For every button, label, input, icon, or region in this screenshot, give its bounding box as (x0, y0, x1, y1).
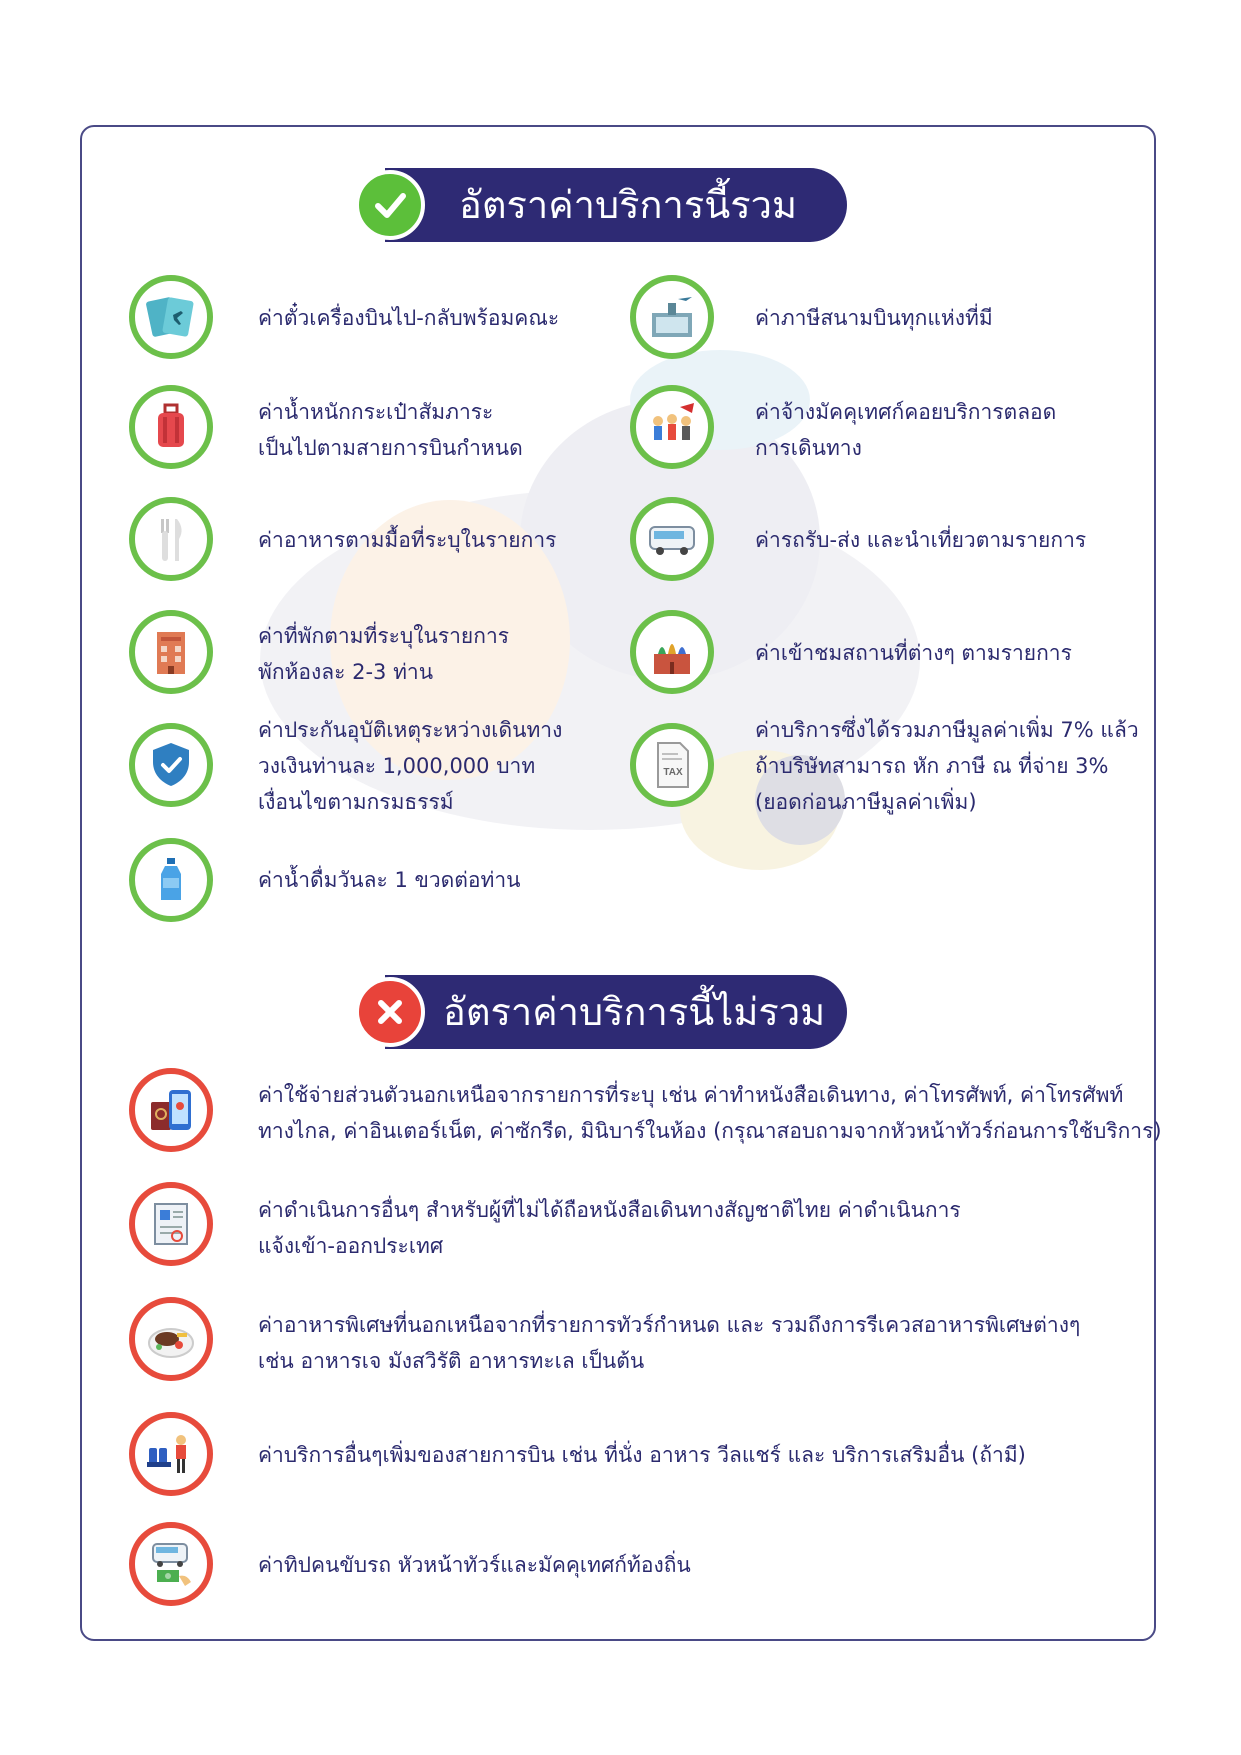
included-item-label: ค่าประกันอุบัติเหตุระหว่างเดินทาง วงเงินท่านละ 1,000,000 บาท เงื่อนไขตามกรมธรรม์ (258, 718, 563, 814)
landmark-icon (630, 610, 714, 694)
excluded-item-label: ค่าใช้จ่ายส่วนตัวนอกเหนือจากรายการที่ระบุ เช่น ค่าทำหนังสือเดินทาง, ค่าโทรศัพท์, ค่าโทรศัพท์ ทางไกล, ค่าอินเตอร์เน็ต, ค่าซักรีด, มินิบาร์ในห้อง (กรุณาสอบถามจากหัวหน้าทัวร์ก่อนการใช้บริการ) (258, 1083, 1162, 1143)
excluded-item-label: ค่าทิปคนขับรถ หัวหน้าทัวร์และมัคคุเทศก์ท้องถิ่น (258, 1553, 691, 1577)
tax-label: TAX (663, 767, 683, 778)
ticket-icon (129, 275, 213, 359)
check-icon (355, 170, 425, 240)
included-item-label: ค่าบริการซึ่งได้รวมภาษีมูลค่าเพิ่ม 7% แล้ว ถ้าบริษัทสามารถ หัก ภาษี ณ ที่จ่าย 3% (ยอดก่อนภาษีมูลค่าเพิ่ม) (755, 718, 1139, 814)
included-title: อัตราค่าบริการนี้รวม (459, 183, 798, 227)
included-item-label: ค่ารถรับ-ส่ง และนำเที่ยวตามรายการ (755, 528, 1087, 552)
airport-icon (630, 275, 714, 359)
passport-phone-icon (129, 1068, 213, 1152)
included-banner (355, 168, 847, 242)
excluded-item-label: ค่าดำเนินการอื่นๆ สำหรับผู้ที่ไม่ได้ถือหนังสือเดินทางสัญชาติไทย ค่าดำเนินการ แจ้งเข้า-ออกประเทศ (258, 1198, 961, 1258)
hotel-icon (129, 610, 213, 694)
included-item-label: ค่าน้ำหนักกระเป๋าสัมภาระ เป็นไปตามสายการบินกำหนด (258, 400, 523, 460)
excluded-item-label: ค่าบริการอื่นๆเพิ่มของสายการบิน เช่น ที่นั่ง อาหาร วีลแชร์ และ บริการเสริมอื่น (ถ้ามี) (258, 1443, 1026, 1467)
included-item-label: ค่าเข้าชมสถานที่ต่างๆ ตามรายการ (755, 641, 1072, 665)
included-item-label: ค่าน้ำดื่มวันละ 1 ขวดต่อท่าน (258, 868, 521, 892)
excluded-item-label: ค่าอาหารพิเศษที่นอกเหนือจากที่รายการทัวร์กำหนด และ รวมถึงการรีเควสอาหารพิเศษต่างๆ เช่น อาหารเจ มังสวิรัติ อาหารทะเล เป็นต้น (258, 1313, 1081, 1373)
included-item-label: ค่าตั๋วเครื่องบินไป-กลับพร้อมคณะ (258, 306, 560, 330)
included-item-label: ค่าจ้างมัคคุเทศก์คอยบริการตลอด การเดินทาง (755, 400, 1057, 460)
shield-check-icon (129, 723, 213, 807)
excluded-title: อัตราค่าบริการนี้ไม่รวม (443, 990, 826, 1034)
luggage-icon (129, 385, 213, 469)
tour-guide-icon (630, 385, 714, 469)
visa-document-icon (129, 1182, 213, 1266)
tax-document-icon (630, 723, 714, 807)
fork-knife-icon (129, 497, 213, 581)
included-item-label: ค่าที่พักตามที่ระบุในรายการ พักห้องละ 2-3 ท่าน (258, 624, 510, 684)
special-meal-icon (129, 1297, 213, 1381)
bus-icon (630, 497, 714, 581)
airline-seat-icon (129, 1412, 213, 1496)
included-item-label: ค่าอาหารตามมื้อที่ระบุในรายการ (258, 528, 557, 552)
close-icon (355, 977, 425, 1047)
tip-money-icon (129, 1522, 213, 1606)
included-item-label: ค่าภาษีสนามบินทุกแห่งที่มี (755, 306, 993, 330)
water-bottle-icon (129, 838, 213, 922)
